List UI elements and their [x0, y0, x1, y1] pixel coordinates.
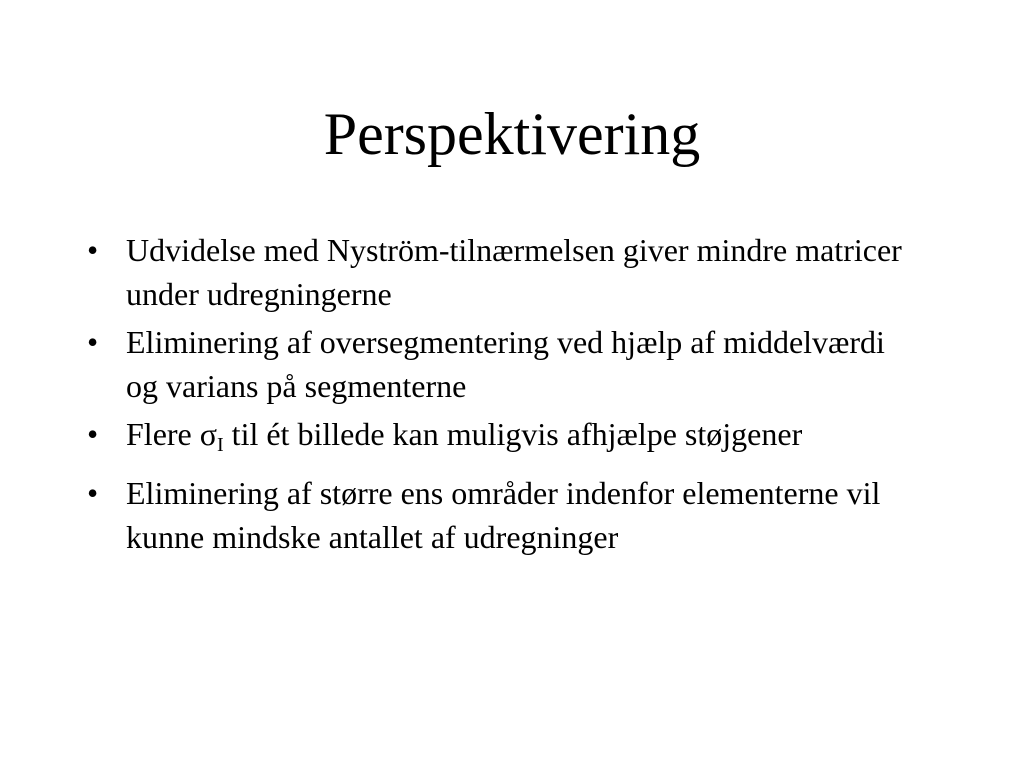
bullet-text-3-suffix: til ét billede kan muligvis afhjælpe støjgener	[223, 416, 803, 452]
bullet-item-1	[87, 228, 907, 316]
bullet-text-2: Eliminering af oversegmentering ved hjælp af middelværdi og varians på segmenterne	[126, 324, 885, 404]
bullet-marker: •	[87, 232, 99, 268]
slide-title: Perspektivering	[323, 101, 701, 167]
bullet-marker: •	[87, 416, 99, 452]
bullet-text-1: Udvidelse med Nyström-tilnærmelsen giver mindre matricer under udregningerne	[126, 232, 902, 312]
sigma-subscript: I	[217, 434, 224, 456]
bullet-item-4	[87, 471, 907, 559]
sigma-symbol: σ	[199, 416, 217, 452]
bullet-text-4: Eliminering af større ens områder indenfor elementerne vil kunne mindske antallet af udregninger	[126, 475, 881, 555]
bullet-marker: •	[87, 324, 99, 360]
bullet-item-2	[87, 320, 907, 408]
bullet-marker: •	[87, 475, 99, 511]
bullet-text-3-prefix: Flere	[126, 416, 200, 452]
bullet-list	[87, 228, 907, 563]
bullet-item-3	[87, 412, 907, 467]
